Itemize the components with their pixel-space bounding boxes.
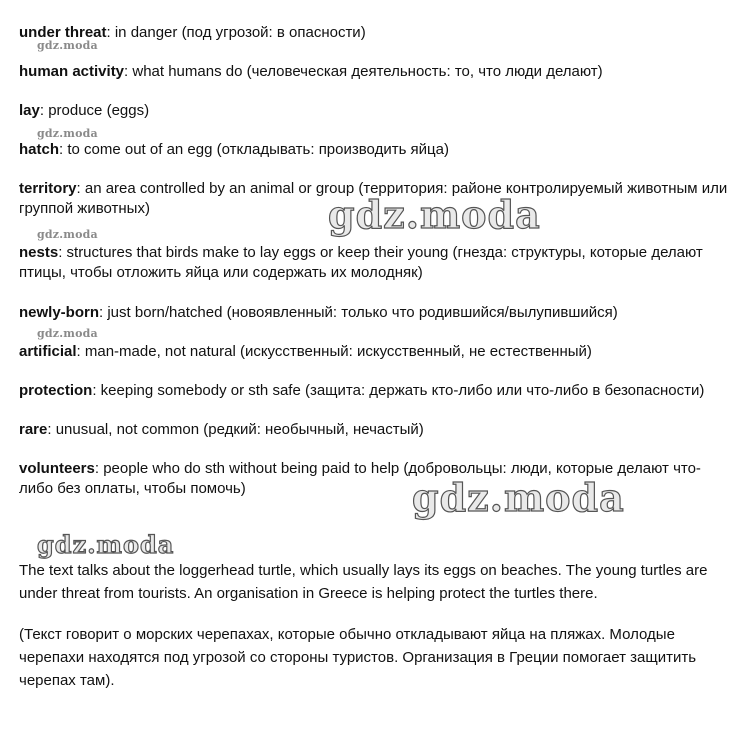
vocab-entry-rare [19,420,739,440]
vocab-term: human activity [19,63,125,80]
vocab-entry-hatch [19,140,739,160]
watermark-small: gdz.moda [37,228,98,241]
vocab-term: protection [19,382,93,399]
summary-english: The text talks about the loggerhead turtle, which usually lays its eggs on beaches. The young turtles are under threat from tourists. An organisation in Greece is helping protect the turtles there. [19,562,708,602]
vocab-term: newly-born [19,304,100,321]
vocab-definition: : to come out of an egg (откладывать: производить яйца) [59,141,449,158]
vocab-definition: : unusual, not common (редкий: необычный, нечастый) [47,421,424,438]
vocab-term: hatch [19,141,60,158]
summary-russian: (Текст говорит о морских черепахах, которые обычно откладывают яйца на пляжах. Молодые черепахи находятся под угрозой со стороны туристов. Организация в Греции помогает защитить черепах там). [19,626,697,689]
vocab-term: territory [19,180,77,197]
vocab-definition: : produce (eggs) [39,102,150,119]
watermark-medium: gdz.moda [37,530,175,559]
vocab-entry-under-threat [19,23,739,43]
watermark-small: gdz.moda [37,39,98,52]
vocab-definition: : what humans do (человеческая деятельность: то, что люди делают) [124,63,603,80]
vocab-definition: : keeping somebody or sth safe (защита: держать кто-либо или что-либо в безопасности) [92,382,705,399]
vocab-definition: : people who do sth without being paid to help (добровольцы: люди, которые делают что-либо без оплаты, чтобы помочь) [19,460,701,497]
vocab-term: volunteers [19,460,95,477]
watermark-small: gdz.moda [37,127,98,140]
watermark-small: gdz.moda [37,327,98,340]
vocab-definition: : in danger (под угрозой: в опасности) [106,24,366,41]
vocab-term: artificial [19,343,77,360]
vocab-term: nests [19,244,59,261]
vocab-entry-lay [19,101,739,121]
watermark-large: gdz.moda [328,192,541,237]
vocab-definition: : man-made, not natural (искусственный: искусственный, не естественный) [76,343,592,360]
vocab-definition: : an area controlled by an animal or group (территория: районе контролируемый животным или группой животных) [19,180,728,217]
vocab-term: rare [19,421,48,438]
vocab-definition: : just born/hatched (новоявленный: только что родившийся/вылупившийся) [99,304,618,321]
vocab-entry-protection [19,381,739,401]
vocab-entry-human-activity [19,62,739,82]
vocab-definition: : structures that birds make to lay eggs or keep their young (гнезда: структуры, которые делают птицы, чтобы отложить яйца или содержать их молодняк) [19,244,703,281]
vocab-entry-newly-born [19,303,739,323]
vocab-entry-nests [19,243,731,283]
vocab-entry-artificial [19,342,739,362]
watermark-large: gdz.moda [412,475,625,520]
vocab-term: under threat [19,24,107,41]
vocab-term: lay [19,102,40,119]
